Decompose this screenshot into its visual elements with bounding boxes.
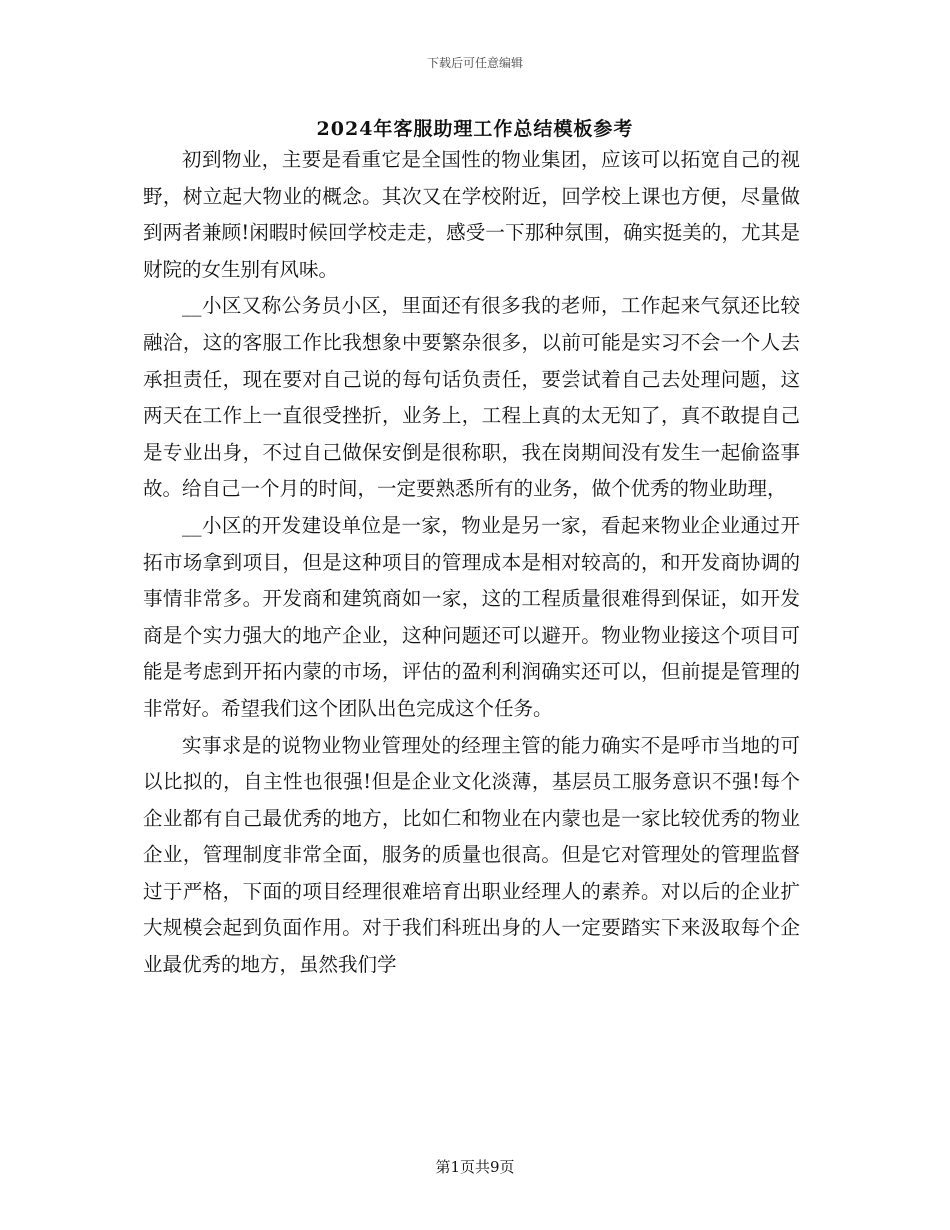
paragraph: 初到物业，主要是看重它是全国性的物业集团，应该可以拓宽自己的视野，树立起大物业的概念。其次又在学校附近，回学校上课也方便，尽量做到两者兼顾!闲暇时候回学校走走，感受一下那种氛围，确实挺美的，尤其是财院的女生别有风味。 xyxy=(143,148,800,281)
paragraph: __小区的开发建设单位是一家，物业是另一家，看起来物业企业通过开拓市场拿到项目，但是这种项目的管理成本是相对较高的，和开发商协调的事情非常多。开发商和建筑商如一家，这的工程质量很难得到保证，如开发商是个实力强大的地产企业，这种问题还可以避开。物业物业接这个项目可能是考虑到开拓内蒙的市场，评估的盈利利润确实还可以，但前提是管理的非常好。希望我们这个团队出色完成这个任务。 xyxy=(143,513,800,720)
document-title: 2024年客服助理工作总结模板参考 xyxy=(316,118,634,140)
document-body xyxy=(143,142,800,984)
paragraph: 实事求是的说物业物业管理处的经理主管的能力确实不是呼市当地的可以比拟的，自主性也很强!但是企业文化淡薄，基层员工服务意识不强!每个企业都有自己最优秀的地方，比如仁和物业在内蒙也是一家比较优秀的物业企业，管理制度非常全面，服务的质量也很高。但是它对管理处的管理监督过于严格，下面的项目经理很难培育出职业经理人的素养。对以后的企业扩大规模会起到负面作用。对于我们科班出身的人一定要踏实下来汲取每个企业最优秀的地方，虽然我们学 xyxy=(143,733,800,977)
page-footer: 第1页共9页 xyxy=(435,1158,515,1176)
paragraph: __小区又称公务员小区，里面还有很多我的老师，工作起来气氛还比较融洽，这的客服工作比我想象中要繁杂很多，以前可能是实习不会一个人去承担责任，现在要对自己说的每句话负责任，要尝试着自己去处理问题，这两天在工作上一直很受挫折，业务上，工程上真的太无知了，真不敢提自己是专业出身，不过自己做保安倒是很称职，我在岗期间没有发生一起偷盗事故。给自己一个月的时间，一定要熟悉所有的业务，做个优秀的物业助理， xyxy=(143,294,800,501)
header-note: 下载后可任意编辑 xyxy=(426,56,523,70)
